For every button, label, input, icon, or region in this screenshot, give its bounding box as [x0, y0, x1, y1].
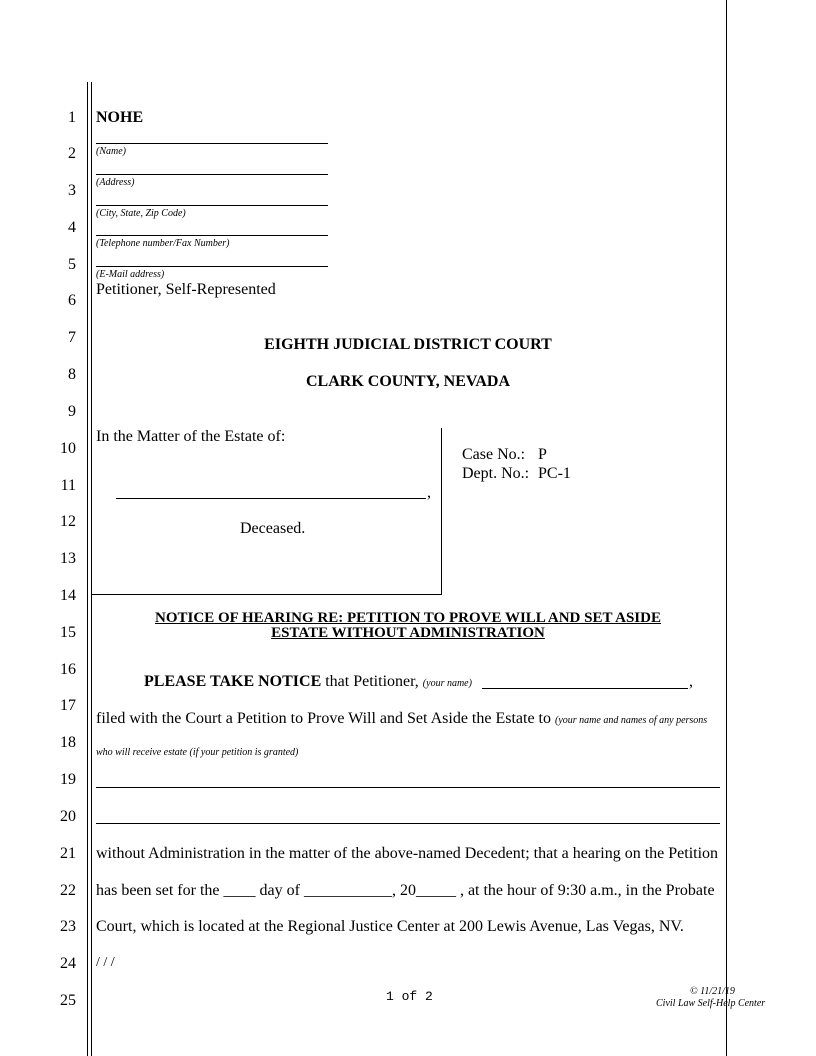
persons-hint: (your name and names of any persons	[555, 715, 708, 726]
line-number: 10	[60, 440, 76, 457]
name-line	[96, 143, 328, 144]
left-margin-line-inner	[91, 82, 92, 1056]
line-number: 4	[68, 219, 76, 236]
notice-bold: PLEASE TAKE NOTICE	[144, 673, 322, 690]
line-number: 20	[60, 808, 76, 825]
caption-box-right-border	[441, 428, 442, 594]
petition-text-main: filed with the Court a Petition to Prove Will and Set Aside the Estate to	[96, 710, 551, 727]
case-number-value: P	[538, 446, 547, 463]
document-title-line1: NOTICE OF HEARING RE: PETITION TO PROVE WILL AND SET ASIDE	[155, 610, 661, 626]
caption-box-bottom-border	[92, 594, 442, 595]
copyright-date: © 11/21/19	[690, 986, 735, 997]
court-name: EIGHTH JUDICIAL DISTRICT COURT	[264, 336, 552, 353]
decedent-name-line	[116, 498, 426, 499]
caption-city: (City, State, Zip Code)	[96, 208, 186, 219]
petition-text	[96, 710, 707, 728]
case-number-label: Case No.:	[462, 446, 526, 463]
line-number: 22	[60, 882, 76, 899]
notice-rest: that Petitioner,	[325, 673, 419, 690]
notice-line	[144, 673, 472, 691]
right-margin-line	[726, 0, 727, 1056]
caption-phone: (Telephone number/Fax Number)	[96, 238, 230, 249]
line-number: 6	[68, 292, 76, 309]
line-number: 25	[60, 992, 76, 1009]
decedent-comma: ,	[427, 484, 431, 501]
body-line-23: Court, which is located at the Regional Justice Center at 200 Lewis Avenue, Las Vegas, NV.	[96, 918, 684, 935]
your-name-hint: (your name)	[422, 678, 472, 689]
dept-number-value: PC-1	[538, 465, 571, 482]
phone-line	[96, 235, 328, 236]
notice-comma: ,	[689, 673, 693, 690]
line-number: 12	[60, 513, 76, 530]
line-number: 2	[68, 145, 76, 162]
recipients-blank-line-1	[96, 787, 720, 788]
left-margin-line	[87, 82, 88, 1056]
page-number: 1 of 2	[386, 989, 433, 1004]
line-number: 19	[60, 771, 76, 788]
dept-number-label: Dept. No.:	[462, 465, 530, 482]
recipients-blank-line-2	[96, 823, 720, 824]
body-line-21: without Administration in the matter of the above-named Decedent; that a hearing on the Petition	[96, 845, 719, 862]
continuation-marks: / / /	[96, 955, 115, 970]
line-number: 3	[68, 182, 76, 199]
line-number: 23	[60, 918, 76, 935]
line-number: 11	[60, 477, 76, 494]
estate-recipients-hint: who will receive estate (if your petition is granted)	[96, 747, 299, 758]
line-number: 5	[68, 256, 76, 273]
line-number: 14	[60, 587, 76, 604]
address-line	[96, 174, 328, 175]
petitioner-label: Petitioner, Self-Represented	[96, 281, 276, 298]
petitioner-name-blank	[482, 688, 688, 689]
line-number: 16	[60, 661, 76, 678]
line-number: 15	[60, 624, 76, 641]
document-title-line2: ESTATE WITHOUT ADMINISTRATION	[271, 625, 545, 641]
deceased-label: Deceased.	[240, 520, 306, 537]
city-line	[96, 205, 328, 206]
line-number: 17	[60, 697, 76, 714]
estate-matter-label: In the Matter of the Estate of:	[96, 428, 286, 445]
line-number: 1	[68, 109, 76, 126]
caption-address: (Address)	[96, 177, 135, 188]
petitioner-name-value: NOHE	[96, 109, 144, 126]
caption-name: (Name)	[96, 146, 126, 157]
caption-email: (E-Mail address)	[96, 269, 165, 280]
line-number: 13	[60, 550, 76, 567]
line-number: 24	[60, 955, 76, 972]
line-number: 7	[68, 329, 76, 346]
line-number: 18	[60, 734, 76, 751]
self-help-center: Civil Law Self-Help Center	[656, 998, 766, 1009]
line-number: 8	[68, 366, 76, 383]
court-county: CLARK COUNTY, NEVADA	[305, 373, 511, 390]
email-line	[96, 266, 328, 267]
line-number: 9	[68, 403, 76, 420]
line-number: 21	[60, 845, 76, 862]
body-line-22: has been set for the ____ day of ___________, 20_____ , at the hour of 9:30 a.m., in the Probate	[96, 882, 715, 899]
